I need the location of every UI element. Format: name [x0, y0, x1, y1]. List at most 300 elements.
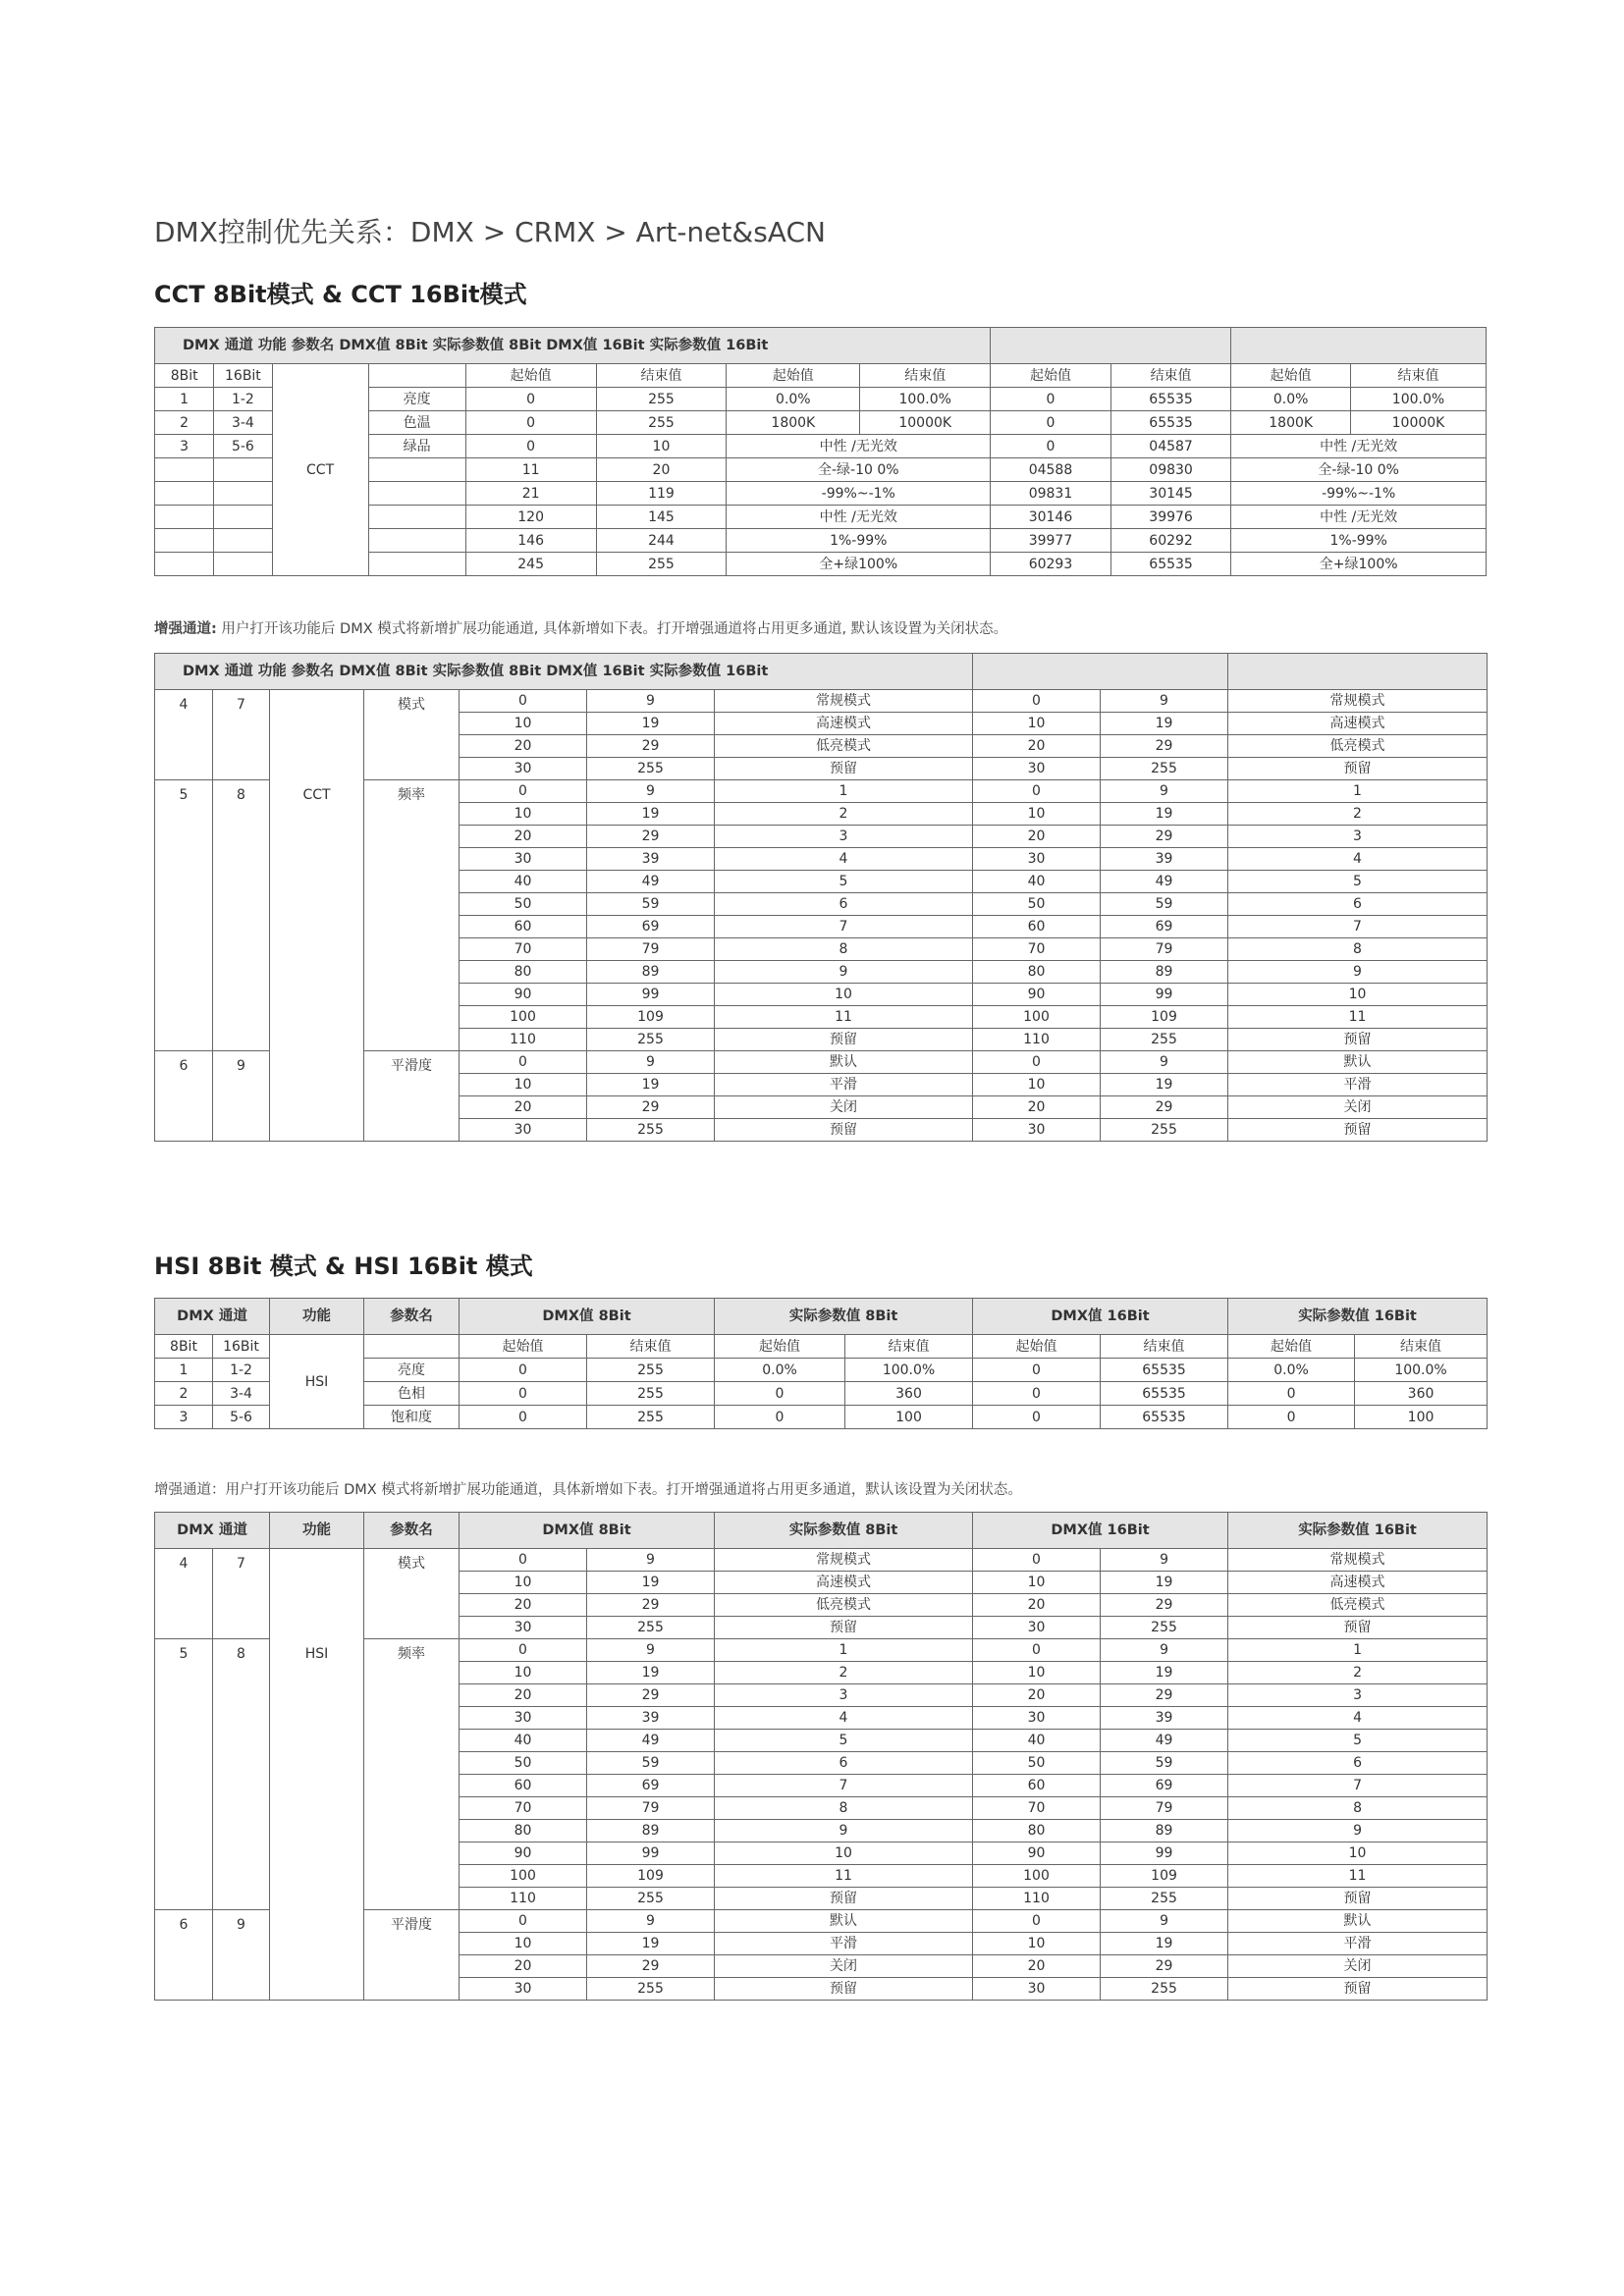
channel-16bit-cell: 7 — [213, 1549, 270, 1639]
value-cell: 9 — [587, 690, 715, 713]
value-cell: 10 — [460, 713, 587, 735]
channel-8bit-cell: 6 — [155, 1910, 213, 2001]
value-cell: 2 — [715, 1662, 973, 1684]
value-cell: 10 — [973, 1572, 1101, 1594]
value-cell: 常规模式 — [715, 1549, 973, 1572]
value-cell: 9 — [587, 1910, 715, 1933]
value-cell: 60 — [973, 916, 1101, 938]
value-cell: 预留 — [715, 1119, 973, 1142]
value-cell: 255 — [596, 553, 727, 576]
value-cell: 0 — [460, 1406, 587, 1429]
value-cell: 20 — [973, 826, 1101, 848]
value-cell: 245 — [465, 553, 596, 576]
value-cell: 中性 /无光效 — [727, 506, 991, 529]
value-cell: 19 — [1101, 1662, 1228, 1684]
value-cell: 20 — [973, 735, 1101, 758]
value-cell: 9 — [1101, 1051, 1228, 1074]
value-cell: 100 — [845, 1406, 973, 1429]
value-cell: 89 — [1101, 1820, 1228, 1842]
value-cell: 0 — [973, 1382, 1101, 1406]
column-header: DMX值 8Bit — [460, 1299, 715, 1335]
value-cell: 20 — [460, 1684, 587, 1707]
value-cell: 关闭 — [1228, 1955, 1488, 1978]
value-cell: 255 — [587, 1119, 715, 1142]
value-cell: 0 — [973, 690, 1101, 713]
value-cell: 预留 — [1228, 758, 1488, 780]
value-cell: 60293 — [991, 553, 1111, 576]
value-cell: 20 — [596, 458, 727, 482]
channel-8bit-cell — [155, 529, 214, 553]
value-cell: 30146 — [991, 506, 1111, 529]
value-cell: 0.0% — [1228, 1359, 1355, 1382]
value-cell: 高速模式 — [1228, 1572, 1488, 1594]
value-cell: 3 — [1228, 1684, 1488, 1707]
value-cell: 50 — [460, 893, 587, 916]
value-cell: 0 — [460, 780, 587, 803]
value-cell: 5 — [715, 871, 973, 893]
value-cell: 99 — [587, 984, 715, 1006]
value-cell: 59 — [1101, 893, 1228, 916]
value-cell: 19 — [1101, 1074, 1228, 1096]
table-header-spacer — [991, 328, 1231, 364]
table-header: DMX 通道 功能 参数名 DMX值 8Bit 实际参数值 8Bit DMX值 16Bit 实际参数值 16Bit — [155, 328, 991, 364]
channel-8bit-cell — [155, 506, 214, 529]
value-cell: 60292 — [1110, 529, 1231, 553]
value-cell: 119 — [596, 482, 727, 506]
value-cell: 0 — [715, 1382, 845, 1406]
value-cell: 255 — [1101, 1978, 1228, 2001]
subheader-cell: 结束值 — [587, 1335, 715, 1359]
value-cell: 100.0% — [860, 388, 991, 411]
subheader-cell: 结束值 — [1110, 364, 1231, 388]
value-cell: 9 — [1101, 780, 1228, 803]
function-cell: HSI — [270, 1549, 364, 2001]
value-cell: 29 — [1101, 1594, 1228, 1617]
value-cell: 11 — [1228, 1006, 1488, 1029]
value-cell: 30 — [460, 1119, 587, 1142]
value-cell: 30 — [973, 1707, 1101, 1730]
value-cell: 11 — [1228, 1865, 1488, 1888]
value-cell: 04588 — [991, 458, 1111, 482]
value-cell: 255 — [587, 1029, 715, 1051]
value-cell: 9 — [715, 1820, 973, 1842]
channel-16bit-cell — [214, 553, 272, 576]
channel-16bit-cell: 1-2 — [213, 1359, 270, 1382]
value-cell: 70 — [973, 938, 1101, 961]
value-cell: 65535 — [1101, 1406, 1228, 1429]
subheader-cell: 结束值 — [860, 364, 991, 388]
subheader-cell: 16Bit — [213, 1335, 270, 1359]
value-cell: 中性 /无光效 — [727, 435, 991, 458]
channel-8bit-cell: 1 — [155, 388, 214, 411]
value-cell: 10 — [973, 803, 1101, 826]
cct-enhanced-table — [154, 653, 1488, 1142]
channel-16bit-cell: 5-6 — [213, 1406, 270, 1429]
channel-8bit-cell: 3 — [155, 1406, 213, 1429]
value-cell: 10000K — [860, 411, 991, 435]
value-cell: 39 — [1101, 1707, 1228, 1730]
value-cell: 30 — [973, 1617, 1101, 1639]
value-cell: 255 — [587, 1888, 715, 1910]
value-cell: 70 — [460, 1797, 587, 1820]
subheader-blank — [368, 364, 465, 388]
value-cell: 8 — [1228, 938, 1488, 961]
value-cell: 1 — [1228, 780, 1488, 803]
value-cell: 10 — [973, 1074, 1101, 1096]
value-cell: 30 — [460, 848, 587, 871]
page-title: DMX控制优先关系：DMX > CRMX > Art-net&sACN — [154, 216, 826, 248]
value-cell: 关闭 — [715, 1955, 973, 1978]
value-cell: 关闭 — [715, 1096, 973, 1119]
value-cell: 4 — [1228, 1707, 1488, 1730]
param-name-cell: 亮度 — [368, 388, 465, 411]
value-cell: 9 — [587, 1051, 715, 1074]
value-cell: 0 — [973, 1639, 1101, 1662]
value-cell: 59 — [1101, 1752, 1228, 1775]
subheader-cell: 起始值 — [1228, 1335, 1355, 1359]
value-cell: 19 — [1101, 803, 1228, 826]
value-cell: 89 — [1101, 961, 1228, 984]
value-cell: 109 — [587, 1865, 715, 1888]
value-cell: 39 — [587, 1707, 715, 1730]
value-cell: 80 — [973, 961, 1101, 984]
table-header: DMX 通道 功能 参数名 DMX值 8Bit 实际参数值 8Bit DMX值 16Bit 实际参数值 16Bit — [155, 654, 973, 690]
value-cell: 255 — [1101, 1029, 1228, 1051]
value-cell: 20 — [460, 1096, 587, 1119]
value-cell: 0.0% — [727, 388, 860, 411]
subheader-cell: 起始值 — [991, 364, 1111, 388]
cct-main-table — [154, 327, 1487, 576]
subheader-blank — [364, 1335, 460, 1359]
value-cell: 69 — [587, 1775, 715, 1797]
value-cell: 8 — [1228, 1797, 1488, 1820]
value-cell: 59 — [587, 893, 715, 916]
value-cell: 10000K — [1350, 411, 1486, 435]
value-cell: 60 — [460, 1775, 587, 1797]
value-cell: 10 — [715, 1842, 973, 1865]
value-cell: 29 — [587, 826, 715, 848]
value-cell: 5 — [715, 1730, 973, 1752]
value-cell: 109 — [1101, 1865, 1228, 1888]
value-cell: 70 — [973, 1797, 1101, 1820]
value-cell: 预留 — [1228, 1617, 1488, 1639]
value-cell: 20 — [973, 1096, 1101, 1119]
channel-8bit-cell: 5 — [155, 780, 213, 1051]
value-cell: 预留 — [715, 758, 973, 780]
value-cell: 默认 — [715, 1051, 973, 1074]
column-header: 实际参数值 16Bit — [1228, 1299, 1488, 1335]
subheader-cell: 结束值 — [596, 364, 727, 388]
value-cell: 09830 — [1110, 458, 1231, 482]
value-cell: 70 — [460, 938, 587, 961]
value-cell: 29 — [1101, 1955, 1228, 1978]
channel-16bit-cell: 3-4 — [213, 1382, 270, 1406]
value-cell: 255 — [587, 1382, 715, 1406]
value-cell: 常规模式 — [715, 690, 973, 713]
channel-8bit-cell: 3 — [155, 435, 214, 458]
channel-8bit-cell — [155, 553, 214, 576]
value-cell: 0 — [460, 1051, 587, 1074]
value-cell: 255 — [596, 388, 727, 411]
param-name-cell: 平滑度 — [364, 1910, 460, 2001]
param-name-cell: 亮度 — [364, 1359, 460, 1382]
value-cell: 99 — [1101, 984, 1228, 1006]
value-cell: 30 — [973, 758, 1101, 780]
column-header: DMX值 8Bit — [460, 1513, 715, 1549]
param-name-cell — [368, 529, 465, 553]
value-cell: 360 — [1355, 1382, 1488, 1406]
value-cell: 255 — [587, 1617, 715, 1639]
value-cell: 100 — [460, 1006, 587, 1029]
column-header: 参数名 — [364, 1299, 460, 1335]
param-name-cell — [368, 506, 465, 529]
value-cell: 90 — [460, 1842, 587, 1865]
value-cell: 3 — [715, 1684, 973, 1707]
subheader-cell: 起始值 — [973, 1335, 1101, 1359]
function-cell: CCT — [272, 364, 368, 576]
value-cell: 39 — [587, 848, 715, 871]
value-cell: 50 — [460, 1752, 587, 1775]
subheader-cell: 结束值 — [1355, 1335, 1488, 1359]
subheader-cell: 8Bit — [155, 1335, 213, 1359]
value-cell: 49 — [587, 1730, 715, 1752]
value-cell: 30 — [973, 1978, 1101, 2001]
value-cell: 20 — [460, 826, 587, 848]
value-cell: 全+绿100% — [1231, 553, 1487, 576]
channel-16bit-cell — [214, 506, 272, 529]
value-cell: 0 — [973, 1359, 1101, 1382]
function-cell: CCT — [270, 690, 364, 1142]
value-cell: 255 — [596, 411, 727, 435]
value-cell: 7 — [1228, 916, 1488, 938]
column-header: DMX值 16Bit — [973, 1513, 1228, 1549]
value-cell: 49 — [587, 871, 715, 893]
value-cell: 120 — [465, 506, 596, 529]
value-cell: 100 — [973, 1865, 1101, 1888]
channel-16bit-cell: 9 — [213, 1910, 270, 2001]
value-cell: 1 — [715, 1639, 973, 1662]
value-cell: 0 — [460, 1359, 587, 1382]
value-cell: 默认 — [1228, 1051, 1488, 1074]
value-cell: 5 — [1228, 871, 1488, 893]
value-cell: 0 — [973, 1549, 1101, 1572]
value-cell: 100 — [973, 1006, 1101, 1029]
value-cell: 8 — [715, 938, 973, 961]
value-cell: 10 — [1228, 984, 1488, 1006]
channel-8bit-cell: 6 — [155, 1051, 213, 1142]
value-cell: 50 — [973, 1752, 1101, 1775]
column-header: 实际参数值 8Bit — [715, 1513, 973, 1549]
value-cell: 89 — [587, 1820, 715, 1842]
value-cell: 9 — [715, 961, 973, 984]
value-cell: 3 — [1228, 826, 1488, 848]
value-cell: 11 — [715, 1006, 973, 1029]
value-cell: 默认 — [1228, 1910, 1488, 1933]
value-cell: 20 — [460, 1955, 587, 1978]
value-cell: 80 — [973, 1820, 1101, 1842]
value-cell: 预留 — [715, 1978, 973, 2001]
value-cell: 79 — [1101, 1797, 1228, 1820]
value-cell: 0 — [465, 435, 596, 458]
subheader-cell: 结束值 — [1350, 364, 1486, 388]
value-cell: 99 — [1101, 1842, 1228, 1865]
value-cell: 110 — [973, 1029, 1101, 1051]
value-cell: 1%-99% — [1231, 529, 1487, 553]
value-cell: 69 — [1101, 1775, 1228, 1797]
value-cell: 20 — [460, 735, 587, 758]
value-cell: 高速模式 — [1228, 713, 1488, 735]
value-cell: 预留 — [715, 1617, 973, 1639]
value-cell: 0 — [460, 1910, 587, 1933]
value-cell: 8 — [715, 1797, 973, 1820]
param-name-cell — [368, 482, 465, 506]
value-cell: 2 — [1228, 803, 1488, 826]
value-cell: 30 — [973, 848, 1101, 871]
value-cell: 关闭 — [1228, 1096, 1488, 1119]
value-cell: 109 — [1101, 1006, 1228, 1029]
channel-8bit-cell — [155, 458, 214, 482]
value-cell: 9 — [587, 1639, 715, 1662]
value-cell: 90 — [460, 984, 587, 1006]
value-cell: 全-绿-10 0% — [1231, 458, 1487, 482]
value-cell: -99%~-1% — [727, 482, 991, 506]
hsi-section-heading: HSI 8Bit 模式 & HSI 16Bit 模式 — [154, 1253, 533, 1280]
value-cell: 60 — [460, 916, 587, 938]
value-cell: 145 — [596, 506, 727, 529]
value-cell: 29 — [587, 1684, 715, 1707]
subheader-cell: 起始值 — [715, 1335, 845, 1359]
value-cell: 9 — [1101, 1549, 1228, 1572]
subheader-cell: 起始值 — [1231, 364, 1351, 388]
value-cell: 10 — [460, 1572, 587, 1594]
subheader-cell: 起始值 — [465, 364, 596, 388]
value-cell: 10 — [596, 435, 727, 458]
value-cell: 0 — [973, 1406, 1101, 1429]
param-name-cell — [368, 458, 465, 482]
value-cell: 110 — [460, 1029, 587, 1051]
channel-16bit-cell — [214, 482, 272, 506]
value-cell: 1800K — [727, 411, 860, 435]
value-cell: 中性 /无光效 — [1231, 506, 1487, 529]
value-cell: 60 — [973, 1775, 1101, 1797]
value-cell: 79 — [1101, 938, 1228, 961]
value-cell: 0.0% — [715, 1359, 845, 1382]
value-cell: 低亮模式 — [1228, 735, 1488, 758]
channel-16bit-cell: 5-6 — [214, 435, 272, 458]
value-cell: 0 — [973, 1051, 1101, 1074]
value-cell: 0 — [460, 690, 587, 713]
value-cell: 19 — [1101, 713, 1228, 735]
value-cell: 244 — [596, 529, 727, 553]
column-header: DMX 通道 — [155, 1513, 270, 1549]
value-cell: 30 — [460, 1707, 587, 1730]
value-cell: 平滑 — [715, 1933, 973, 1955]
value-cell: 21 — [465, 482, 596, 506]
value-cell: 6 — [715, 893, 973, 916]
value-cell: 39 — [1101, 848, 1228, 871]
value-cell: 80 — [460, 961, 587, 984]
param-name-cell: 色温 — [368, 411, 465, 435]
value-cell: 49 — [1101, 871, 1228, 893]
param-name-cell: 色相 — [364, 1382, 460, 1406]
value-cell: 2 — [1228, 1662, 1488, 1684]
value-cell: 2 — [715, 803, 973, 826]
param-name-cell: 频率 — [364, 1639, 460, 1910]
value-cell: 65535 — [1101, 1382, 1228, 1406]
cct-section-heading: CCT 8Bit模式 & CCT 16Bit模式 — [154, 281, 527, 308]
value-cell: 255 — [587, 1359, 715, 1382]
value-cell: 59 — [587, 1752, 715, 1775]
cct-note-label: 增强通道: — [154, 621, 217, 637]
value-cell: 40 — [973, 871, 1101, 893]
value-cell: 0 — [1228, 1406, 1355, 1429]
value-cell: 65535 — [1101, 1359, 1228, 1382]
value-cell: 1%-99% — [727, 529, 991, 553]
value-cell: 30 — [460, 758, 587, 780]
channel-16bit-cell: 8 — [213, 1639, 270, 1910]
value-cell: 预留 — [1228, 1978, 1488, 2001]
param-name-cell: 饱和度 — [364, 1406, 460, 1429]
channel-8bit-cell: 4 — [155, 1549, 213, 1639]
value-cell: 0 — [465, 411, 596, 435]
value-cell: 预留 — [715, 1029, 973, 1051]
channel-8bit-cell — [155, 482, 214, 506]
value-cell: 4 — [1228, 848, 1488, 871]
value-cell: 40 — [460, 1730, 587, 1752]
value-cell: 19 — [587, 1572, 715, 1594]
value-cell: 29 — [1101, 735, 1228, 758]
value-cell: 29 — [1101, 826, 1228, 848]
value-cell: 低亮模式 — [715, 1594, 973, 1617]
value-cell: 29 — [587, 1096, 715, 1119]
value-cell: 146 — [465, 529, 596, 553]
value-cell: 0 — [973, 780, 1101, 803]
value-cell: 11 — [465, 458, 596, 482]
channel-16bit-cell: 7 — [213, 690, 270, 780]
channel-16bit-cell: 1-2 — [214, 388, 272, 411]
value-cell: 6 — [1228, 1752, 1488, 1775]
value-cell: 10 — [460, 803, 587, 826]
param-name-cell: 模式 — [364, 690, 460, 780]
value-cell: 255 — [587, 1406, 715, 1429]
value-cell: 5 — [1228, 1730, 1488, 1752]
value-cell: 255 — [1101, 1888, 1228, 1910]
table-header-spacer — [973, 654, 1228, 690]
value-cell: 04587 — [1110, 435, 1231, 458]
value-cell: 6 — [1228, 893, 1488, 916]
value-cell: 255 — [1101, 1617, 1228, 1639]
value-cell: 40 — [460, 871, 587, 893]
value-cell: 10 — [715, 984, 973, 1006]
value-cell: 110 — [973, 1888, 1101, 1910]
value-cell: 11 — [715, 1865, 973, 1888]
value-cell: 预留 — [1228, 1029, 1488, 1051]
value-cell: 19 — [1101, 1572, 1228, 1594]
value-cell: 0 — [460, 1639, 587, 1662]
value-cell: 9 — [1228, 961, 1488, 984]
value-cell: 30 — [973, 1119, 1101, 1142]
column-header: DMX值 16Bit — [973, 1299, 1228, 1335]
value-cell: 19 — [587, 1933, 715, 1955]
value-cell: 9 — [587, 1549, 715, 1572]
value-cell: 90 — [973, 1842, 1101, 1865]
channel-8bit-cell: 5 — [155, 1639, 213, 1910]
value-cell: 7 — [1228, 1775, 1488, 1797]
value-cell: 常规模式 — [1228, 1549, 1488, 1572]
subheader-cell: 16Bit — [214, 364, 272, 388]
value-cell: 平滑 — [715, 1074, 973, 1096]
value-cell: 29 — [587, 1594, 715, 1617]
